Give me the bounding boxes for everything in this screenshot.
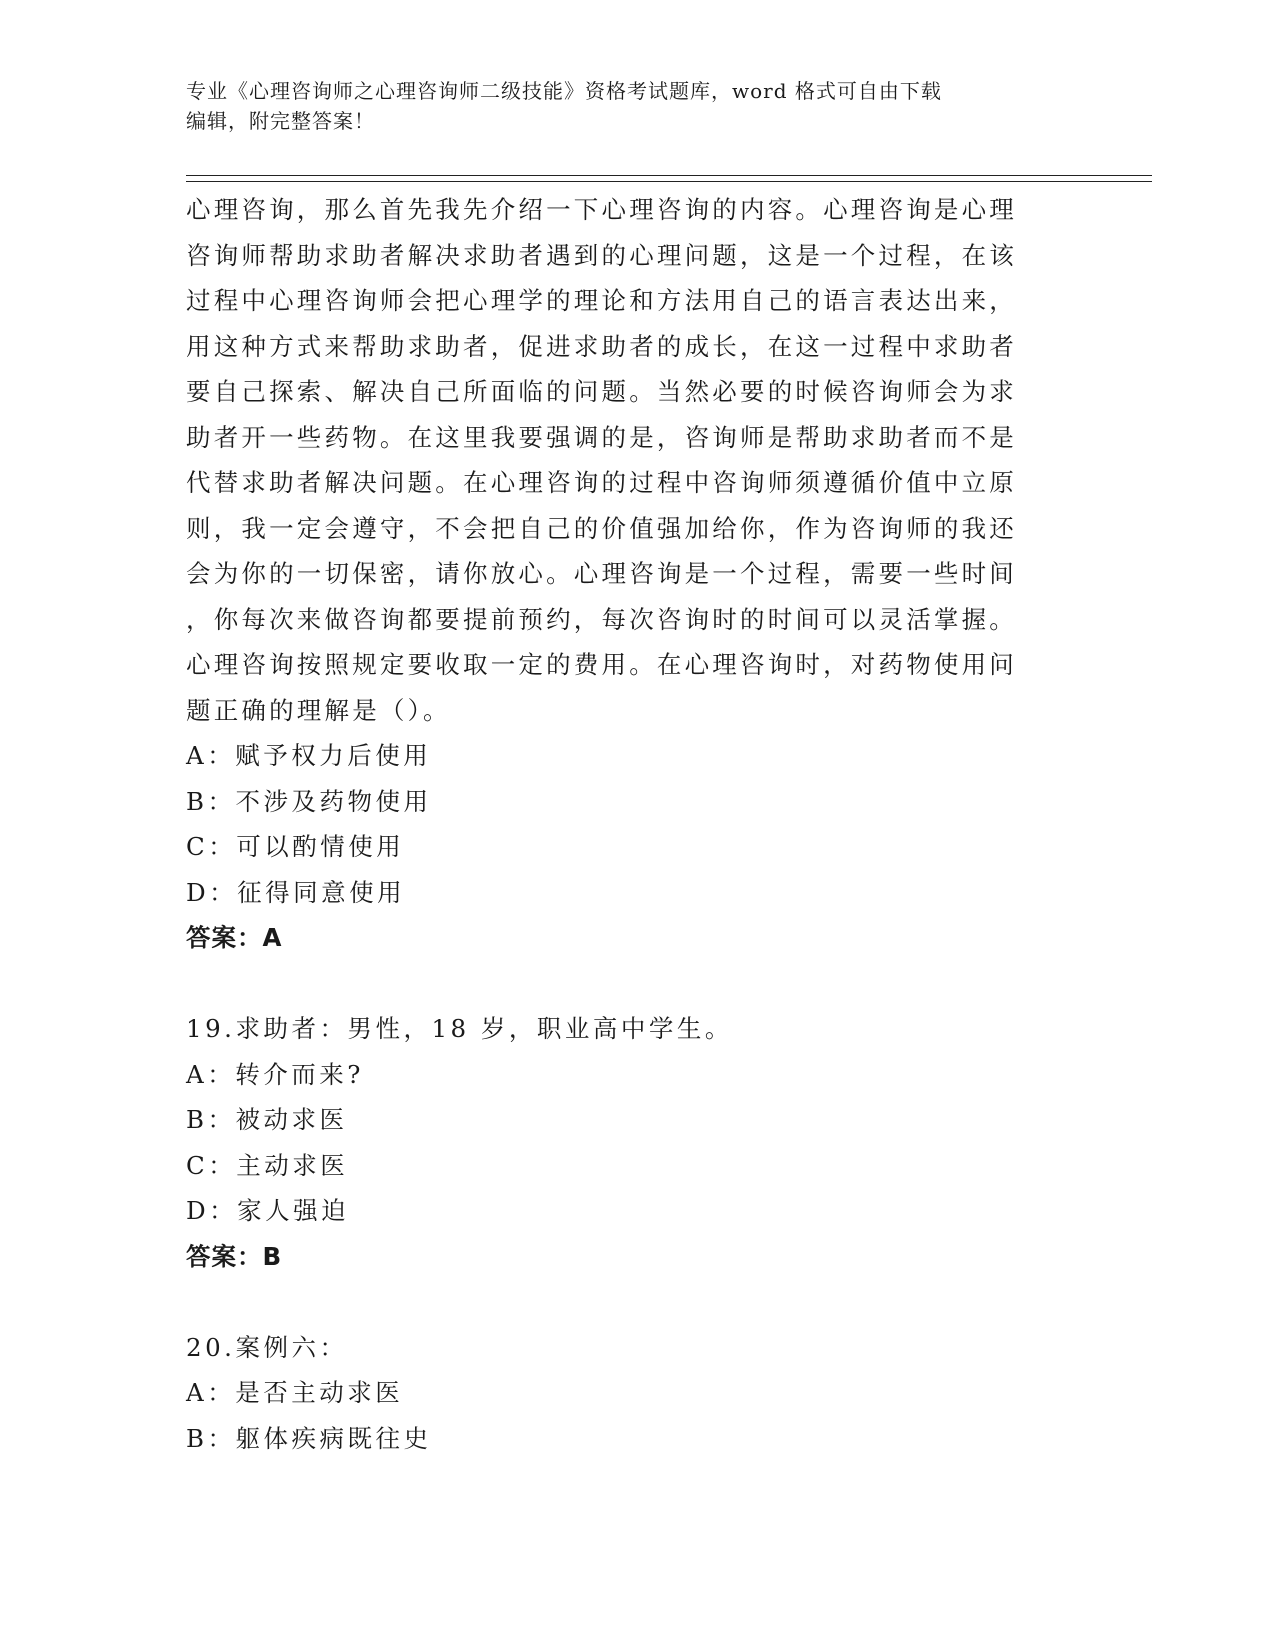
question-text-line: 过程中心理咨询师会把心理学的理论和方法用自己的语言表达出来， <box>186 286 1017 315</box>
question-text-line: 则，我一定会遵守，不会把自己的价值强加给你，作为咨询师的我还 <box>186 513 1017 543</box>
header-divider-bottom <box>186 181 1152 182</box>
question-19-option-a: A：转介而来? <box>186 1059 364 1089</box>
question-19-option-b: B：被动求医 <box>186 1105 348 1134</box>
question-19-title: 19.求助者：男性，18 岁，职业高中学生。 <box>186 1014 733 1043</box>
question-18-option-a: A：赋予权力后使用 <box>186 741 432 770</box>
document-header <box>186 76 1066 136</box>
question-text-line: 心理咨询，那么首先我先介绍一下心理咨询的内容。心理咨询是心理 <box>186 195 1017 224</box>
question-18-option-b: B：不涉及药物使用 <box>186 786 432 816</box>
question-text-line: 会为你的一切保密，请你放心。心理咨询是一个过程，需要一些时间 <box>186 559 1017 588</box>
question-19-option-c: C：主动求医 <box>186 1150 349 1180</box>
question-18-stem <box>186 187 1076 733</box>
question-text-line: 助者开一些药物。在这里我要强调的是，咨询师是帮助求助者而不是 <box>186 422 1017 452</box>
question-18-option-d: D：征得同意使用 <box>186 877 406 907</box>
spacer <box>186 961 1076 1007</box>
question-text-line: 要自己探索、解决自己所面临的问题。当然必要的时候咨询师会为求 <box>186 377 1017 406</box>
header-line-1: 专业《心理咨询师之心理咨询师二级技能》资格考试题库，word 格式可自由下载 <box>186 79 942 103</box>
question-20-option-b: B：躯体疾病既往史 <box>186 1423 432 1453</box>
document-body <box>186 187 1076 1461</box>
question-18-answer: 答案：A <box>186 923 283 952</box>
question-text-line: 心理咨询按照规定要收取一定的费用。在心理咨询时，对药物使用问 <box>186 650 1017 679</box>
question-20-option-a: A：是否主动求医 <box>186 1378 404 1407</box>
question-20-title: 20.案例六： <box>186 1332 348 1362</box>
spacer <box>186 1279 1076 1325</box>
question-text-line: 用这种方式来帮助求助者，促进求助者的成长，在这一过程中求助者 <box>186 331 1017 361</box>
question-text-line: 代替求助者解决问题。在心理咨询的过程中咨询师须遵循价值中立原 <box>186 468 1017 497</box>
question-19-answer: 答案：B <box>186 1241 283 1271</box>
header-line-2: 编辑，附完整答案！ <box>186 109 375 133</box>
question-text-line: ，你每次来做咨询都要提前预约，每次咨询时的时间可以灵活掌握。 <box>186 604 1017 634</box>
header-divider-top <box>186 175 1152 176</box>
question-19-option-d: D：家人强迫 <box>186 1196 350 1225</box>
question-text-line: 咨询师帮助求助者解决求助者遇到的心理问题，这是一个过程，在该 <box>186 240 1017 270</box>
question-text-line: 题正确的理解是（）。 <box>186 695 451 725</box>
question-18-option-c: C：可以酌情使用 <box>186 832 405 861</box>
